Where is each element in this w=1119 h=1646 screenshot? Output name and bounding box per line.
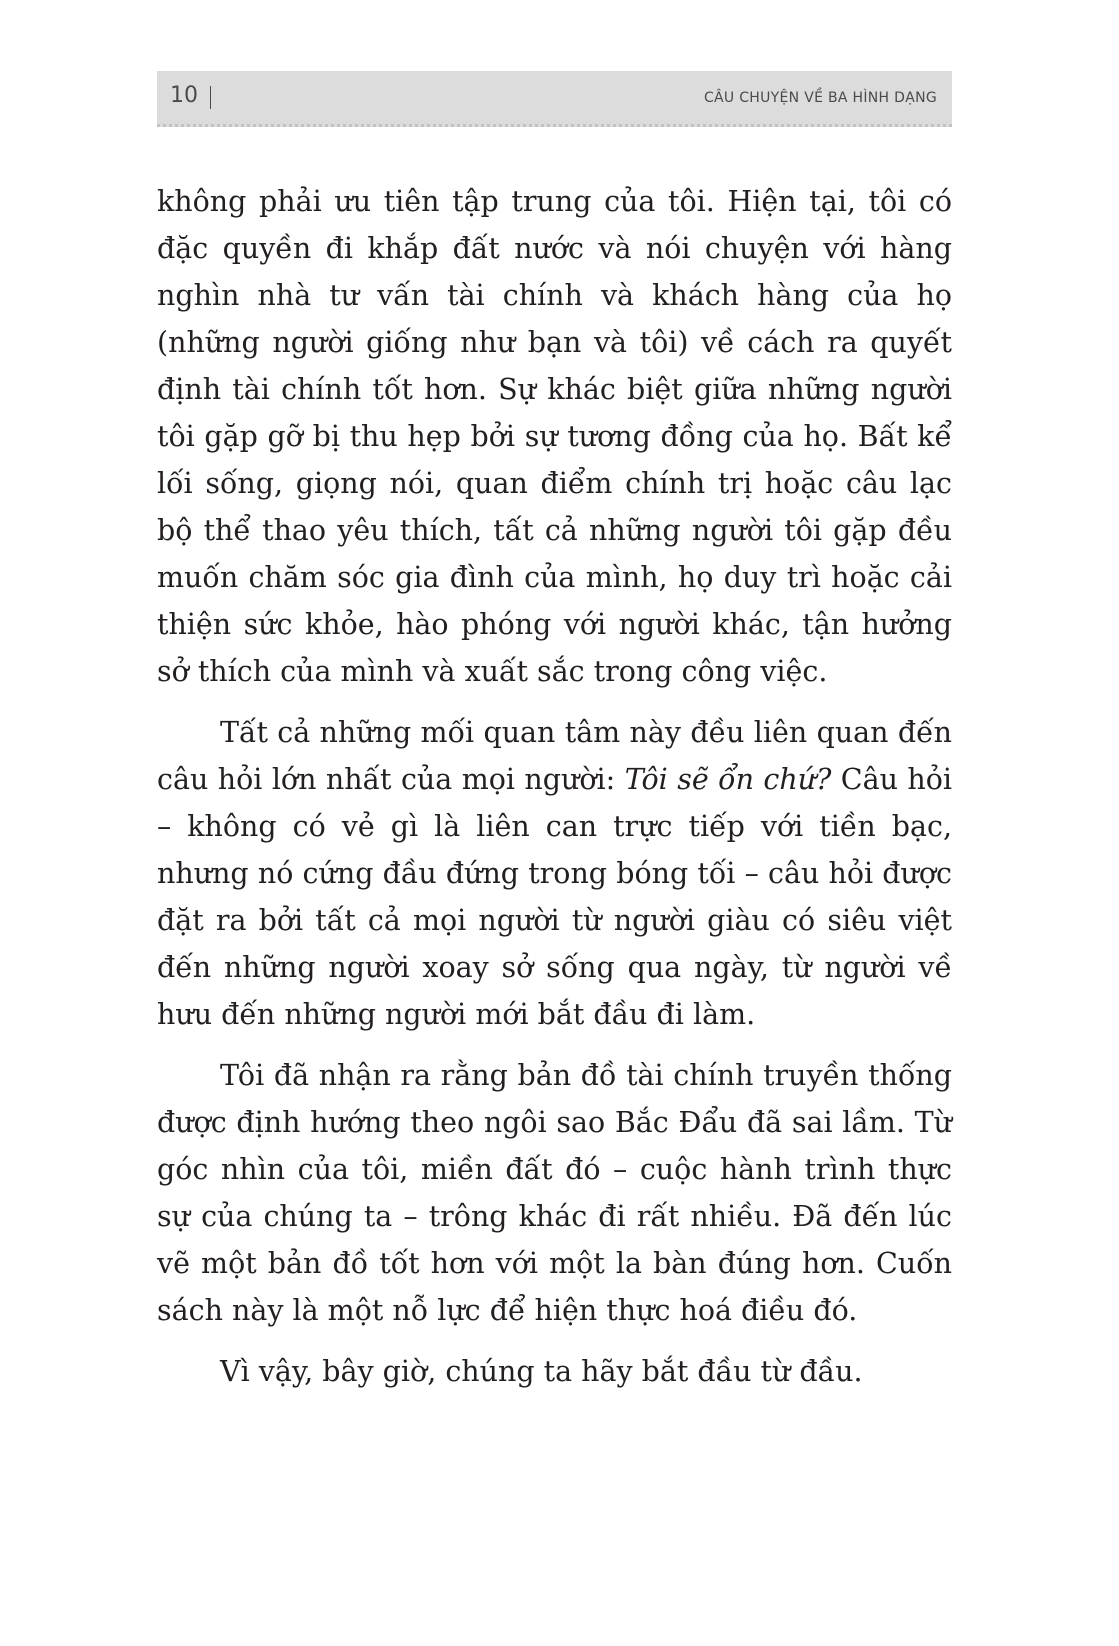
paragraph-2-italic-question: Tôi sẽ ổn chứ? xyxy=(624,763,832,796)
paragraph-2 xyxy=(157,709,952,1038)
running-title: CÂU CHUYỆN VỀ BA HÌNH DẠNG xyxy=(703,90,937,106)
page-header xyxy=(157,71,952,127)
header-divider xyxy=(210,86,211,109)
paragraph-4: Vì vậy, bây giờ, chúng ta hãy bắt đầu từ đầu. xyxy=(220,1355,863,1388)
paragraph-3: Tôi đã nhận ra rằng bản đồ tài chính truyền thống được định hướng theo ngôi sao Bắc Đẩu đã sai lầm. Từ góc nhìn của tôi, miền đất đó – cuộc hành trình thực sự của chúng ta – trông khác đi rất nhiều. Đã đến lúc vẽ một bản đồ tốt hơn với một la bàn đúng hơn. Cuốn sách này là một nỗ lực để hiện thực hoá điều đó. xyxy=(157,1059,952,1327)
paragraph-2-start: Tất cả những mối quan tâm này đều liên quan đến câu hỏi lớn nhất của mọi người: xyxy=(157,716,952,796)
paragraph-2-end: Câu hỏi – không có vẻ gì là liên can trực tiếp với tiền bạc, nhưng nó cứng đầu đứng trong bóng tối – câu hỏi được đặt ra bởi tất cả mọi người từ người giàu có siêu việt đến những người xoay sở sống qua ngày, từ người về hưu đến những người mới bắt đầu đi làm. xyxy=(157,763,953,1031)
body-text xyxy=(157,178,952,1409)
paragraph-1: không phải ưu tiên tập trung của tôi. Hiện tại, tôi có đặc quyền đi khắp đất nước và nói chuyện với hàng nghìn nhà tư vấn tài chính và khách hàng của họ (những người giống như bạn và tôi) về cách ra quyết định tài chính tốt hơn. Sự khác biệt giữa những người tôi gặp gỡ bị thu hẹp bởi sự tương đồng của họ. Bất kể lối sống, giọng nói, quan điểm chính trị hoặc câu lạc bộ thể thao yêu thích, tất cả những người tôi gặp đều muốn chăm sóc gia đình của mình, họ duy trì hoặc cải thiện sức khỏe, hào phóng với người khác, tận hưởng sở thích của mình và xuất sắc trong công việc. xyxy=(157,185,952,688)
page-number: 10 xyxy=(170,83,198,108)
